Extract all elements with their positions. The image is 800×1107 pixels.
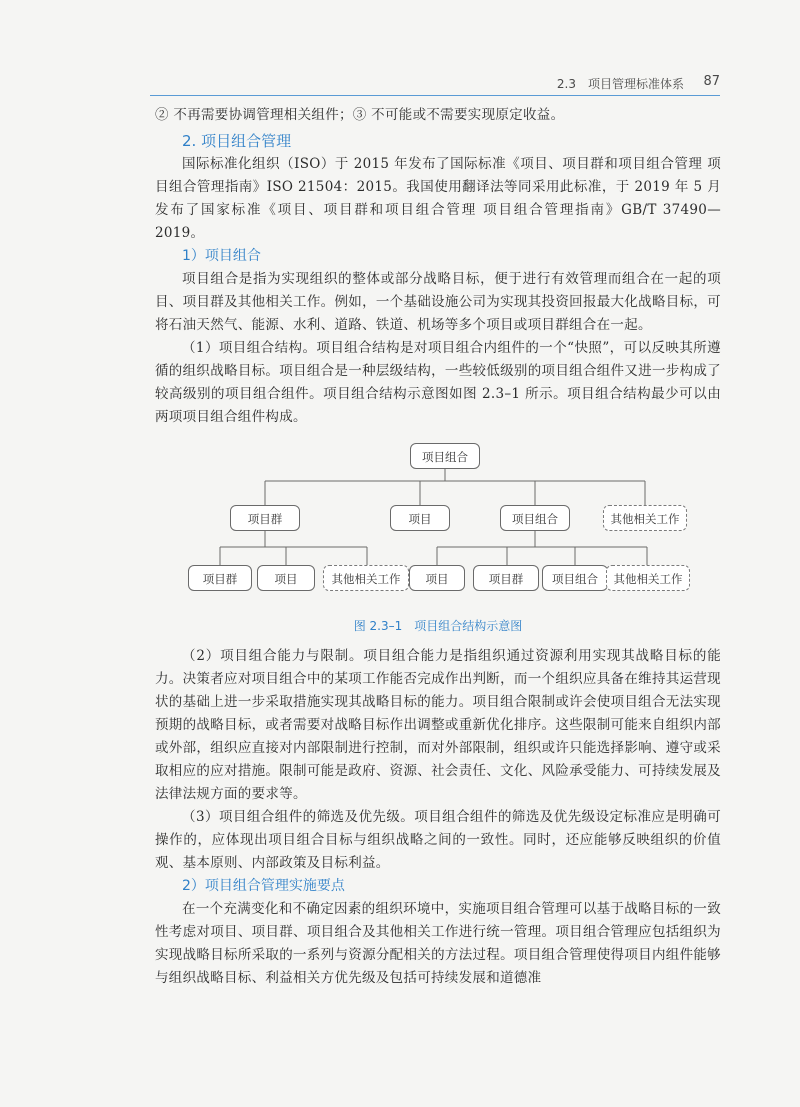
node-l3-project: 项目 xyxy=(257,565,315,591)
item-1-paragraph: （1）项目组合结构。项目组合结构是对项目组合内组件的一个“快照”，可以反映其所遵循的组织战略目标。项目组合是一种层级结构，一些较低级别的项目组合组件又进一步构成了较高级别的项目组合组件。项目组合结构示意图如图 2.3–1 所示。项目组合结构最少可以由两项项目组合组件构成。 xyxy=(155,340,721,425)
item-2-paragraph: （2）项目组合能力与限制。项目组合能力是指组织通过资源利用实现其战略目标的能力。决策者应对项目组合中的某项工作能否完成作出判断，而一个组织应具备在维持其运营现状的基础上进一步采取措施实现其战略目标的能力。项目组合限制或许会使项目组合无法实现预期的战略目标，或者需要对战略目标作出调整或重新优化排序。这些限制可能来自组织内部或外部，组织应直接对内部限制进行控制，而对外部限制，组织或许只能选择影响、遵守或采取相应的应对措施。限制可能是政府、资源、社会责任、文化、风险承受能力、可持续发展及法律法规方面的要求等。 xyxy=(155,648,721,802)
node-l2-portfolio: 项目组合 xyxy=(500,505,570,531)
subsection-2-heading: 2）项目组合管理实施要点 xyxy=(182,878,345,894)
section-2-heading: 2. 项目组合管理 xyxy=(182,132,292,150)
section-2-paragraph: 国际标准化组织（ISO）于 2015 年发布了国际标准《项目、项目群和项目组合管理 项目组合管理指南》ISO 21504：2015。我国使用翻译法等同采用此标准，于 2019 年 5 月发布了国家标准《项目、项目群和项目组合管理 项目组合管理指南》GB/T 37490—2019。 xyxy=(155,156,721,241)
node-root-portfolio: 项目组合 xyxy=(410,443,480,469)
node-l3-project: 项目 xyxy=(409,565,465,591)
node-l3-other-work: 其他相关工作 xyxy=(323,565,409,591)
running-header xyxy=(150,73,720,96)
figure-caption: 图 2.3–1 项目组合结构示意图 xyxy=(353,619,523,633)
subsection-2-paragraph: 在一个充满变化和不确定因素的组织环境中，实施项目组合管理可以基于战略目标的一致性考虑对项目、项目群、项目组合及其他相关工作进行统一管理。项目组合管理应包括组织为实现战略目标所采取的一系列与资源分配相关的方法过程。项目组合管理使得项目内组件能够与组织战略目标、利益相关方优先级及包括可持续发展和道德准 xyxy=(155,901,721,986)
portfolio-structure-diagram xyxy=(155,441,721,641)
subsection-1-heading: 1）项目组合 xyxy=(182,248,261,264)
page-body xyxy=(155,104,721,990)
node-l2-program: 项目群 xyxy=(230,505,300,531)
item-3-paragraph: （3）项目组合组件的筛选及优先级。项目组合组件的筛选及优先级设定标准应是明确可操作的，应体现出项目组合目标与组织战略之间的一致性。同时，还应能够反映组织的价值观、基本原则、内部政策及目标利益。 xyxy=(155,809,721,871)
node-l3-program: 项目群 xyxy=(188,565,252,591)
node-l2-other-work: 其他相关工作 xyxy=(603,505,687,531)
node-l3-other-work: 其他相关工作 xyxy=(606,565,690,591)
node-l3-portfolio: 项目组合 xyxy=(542,565,608,591)
subsection-1-paragraph: 项目组合是指为实现组织的整体或部分战略目标，便于进行有效管理而组合在一起的项目、项目群及其他相关工作。例如，一个基础设施公司为实现其投资回报最大化战略目标，可将石油天然气、能源、水利、道路、铁道、机场等多个项目或项目群组合在一起。 xyxy=(155,271,721,333)
header-section-title: 2.3 项目管理标准体系 xyxy=(556,77,684,91)
node-l3-program: 项目群 xyxy=(473,565,539,591)
node-l2-project: 项目 xyxy=(390,505,450,531)
intro-line: ② 不再需要协调管理相关组件；③ 不可能或不需要实现原定收益。 xyxy=(155,107,565,123)
page-number: 87 xyxy=(703,74,720,89)
